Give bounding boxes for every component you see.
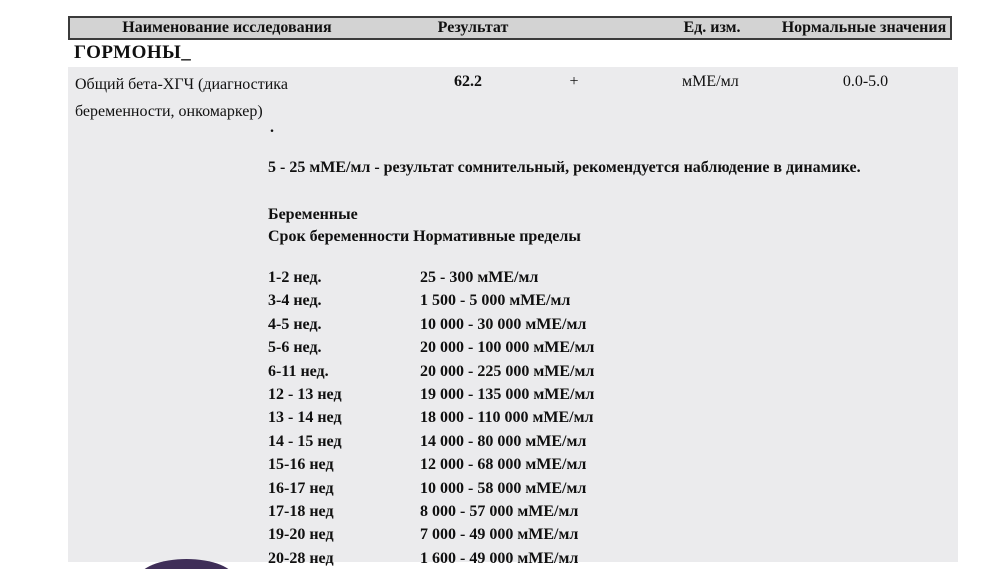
period-cell: 16-17 нед [268,479,334,497]
results-panel [68,67,958,567]
period-cell: 14 - 15 нед [268,432,342,450]
result-normal-range: 0.0-5.0 [842,73,889,90]
table-row [268,523,594,546]
pregnancy-ranges-table [268,266,594,569]
range-cell: 12 000 - 68 000 мМЕ/мл [420,456,587,474]
table-row [268,430,594,453]
pregnant-heading: Беременные [268,206,358,223]
test-name-line1: Общий бета-ХГЧ (диагностика [75,76,288,93]
column-header-test-name: Наименование исследования [122,19,332,36]
period-cell: 5-6 нед. [268,339,322,357]
test-name [75,71,288,125]
range-cell: 18 000 - 110 000 мМЕ/мл [420,409,594,427]
range-cell: 7 000 - 49 000 мМЕ/мл [420,526,579,544]
test-name-line2: беременности, онкомаркер) [75,103,263,120]
period-cell: 12 - 13 нед [268,385,342,403]
period-cell: 15-16 нед [268,456,334,474]
period-cell: 6-11 нед. [268,362,329,380]
table-row [268,289,594,312]
range-cell: 8 000 - 57 000 мМЕ/мл [420,502,579,520]
period-cell: 3-4 нед. [268,292,322,310]
range-cell: 20 000 - 100 000 мМЕ/мл [420,339,595,357]
range-cell: 19 000 - 135 000 мМЕ/мл [420,385,595,403]
table-row [268,500,594,523]
period-cell: 19-20 нед [268,526,334,544]
table-row [268,547,594,569]
range-cell: 14 000 - 80 000 мМЕ/мл [420,432,587,450]
table-row [268,406,594,429]
period-cell: 4-5 нед. [268,315,322,333]
table-row [268,477,594,500]
section-title-hormones: ГОРМОНЫ_ [74,42,192,63]
interpretation-note: 5 - 25 мМЕ/мл - результат сомнительный, рекомендуется наблюдение в динамике. [268,159,861,176]
range-cell: 1 600 - 49 000 мМЕ/мл [420,549,579,567]
pregnant-columns-header: Срок беременности Нормативные пределы [268,228,581,245]
table-row [268,360,594,383]
table-row [268,383,594,406]
range-cell: 10 000 - 58 000 мМЕ/мл [420,479,587,497]
table-row [268,266,594,289]
period-cell: 17-18 нед [268,502,334,520]
stray-dot: . [270,119,274,136]
range-cell: 20 000 - 225 000 мМЕ/мл [420,362,595,380]
table-row [268,313,594,336]
results-table-header [68,16,952,40]
period-cell: 20-28 нед [268,549,334,567]
period-cell: 13 - 14 нед [268,409,342,427]
range-cell: 1 500 - 5 000 мМЕ/мл [420,292,571,310]
range-cell: 10 000 - 30 000 мМЕ/мл [420,315,587,333]
column-header-units: Ед. изм. [683,19,741,36]
table-row [268,453,594,476]
column-header-result: Результат [437,19,509,36]
result-value: 62.2 [454,73,482,90]
column-header-normal-values: Нормальные значения [781,19,947,36]
result-unit: мМЕ/мл [682,73,739,90]
range-cell: 25 - 300 мМЕ/мл [420,269,539,286]
period-cell: 1-2 нед. [268,269,322,286]
table-row [268,336,594,359]
result-flag: + [569,73,579,90]
